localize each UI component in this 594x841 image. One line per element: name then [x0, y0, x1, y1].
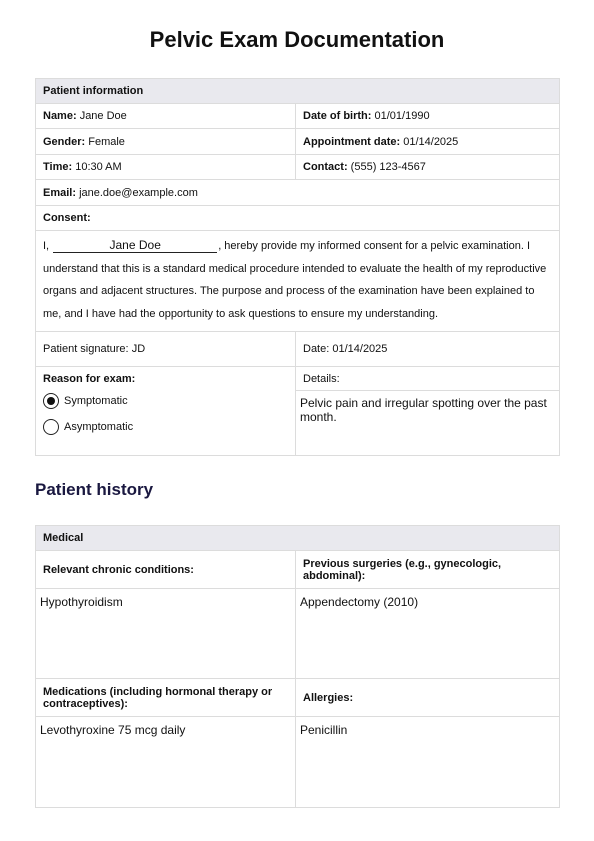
patient-history-title: Patient history	[35, 480, 154, 499]
contact-value[interactable]: (555) 123-4567	[350, 161, 426, 173]
medications-label: Medications (including hormonal therapy or contraceptives):	[36, 679, 296, 717]
radio-selected-icon[interactable]	[43, 393, 59, 409]
email-cell	[36, 180, 560, 206]
previous-surgeries-field[interactable]: Appendectomy (2010)	[296, 589, 560, 679]
reason-cell	[36, 367, 296, 456]
appointment-value[interactable]: 01/14/2025	[403, 135, 459, 148]
contact-label: Contact:	[303, 161, 348, 173]
radio-symptomatic[interactable]	[43, 390, 288, 411]
medications-field[interactable]: Levothyroxine 75 mcg daily	[36, 717, 296, 808]
patient-info-table	[35, 78, 560, 456]
time-value[interactable]: 10:30 AM	[75, 161, 122, 173]
signature-label: Patient signature:	[43, 343, 129, 355]
radio-unselected-icon[interactable]	[43, 419, 59, 435]
gender-label: Gender:	[43, 135, 86, 148]
page-title: Pelvic Exam Documentation	[149, 27, 445, 52]
details-cell	[296, 367, 560, 456]
dob-value[interactable]: 01/01/1990	[374, 110, 430, 122]
radio-asymptomatic[interactable]	[43, 416, 288, 437]
previous-surgeries-label: Previous surgeries (e.g., gynecologic, abdominal):	[296, 551, 560, 589]
patient-info-header: Patient information	[36, 79, 560, 104]
name-cell	[36, 104, 296, 129]
time-label: Time:	[43, 161, 73, 173]
dob-cell	[296, 104, 560, 129]
consent-text-cell	[36, 231, 560, 332]
consent-date-value[interactable]: 01/14/2025	[332, 343, 388, 355]
details-value[interactable]: Pelvic pain and irregular spotting over the past month.	[300, 396, 547, 424]
appointment-cell	[296, 129, 560, 155]
gender-cell	[36, 129, 296, 155]
consent-statement: , hereby provide my informed consent for a pelvic examination. I understand that this is a standard medical procedure intended to evaluate the health of my reproductive organs and adjacent structures. The purpose and process of the examination have been explained to me, and I have had the opportunity to ask questions to ensure my understanding.	[43, 240, 547, 320]
gender-value[interactable]: Female	[88, 135, 125, 148]
allergies-label: Allergies:	[296, 679, 560, 717]
radio-asymptomatic-label: Asymptomatic	[64, 420, 134, 433]
time-cell	[36, 155, 296, 180]
details-label: Details:	[296, 367, 559, 391]
consent-prefix: I,	[43, 240, 50, 252]
reason-label: Reason for exam:	[43, 373, 136, 385]
name-label: Name:	[43, 110, 77, 122]
signature-cell	[36, 332, 296, 367]
dob-label: Date of birth:	[303, 110, 372, 122]
contact-cell	[296, 155, 560, 180]
name-value[interactable]: Jane Doe	[79, 110, 127, 122]
email-label: Email:	[43, 186, 77, 199]
consent-date-label: Date:	[303, 343, 330, 355]
chronic-conditions-field[interactable]: Hypothyroidism	[36, 589, 296, 679]
consent-label: Consent:	[36, 206, 560, 231]
consent-date-cell	[296, 332, 560, 367]
medical-history-table	[35, 525, 560, 808]
chronic-conditions-label: Relevant chronic conditions:	[36, 551, 296, 589]
radio-symptomatic-label: Symptomatic	[64, 394, 128, 407]
medical-header: Medical	[36, 526, 560, 551]
consent-name-field[interactable]: Jane Doe	[53, 238, 217, 253]
email-value[interactable]: jane.doe@example.com	[79, 186, 198, 199]
allergies-field[interactable]: Penicillin	[296, 717, 560, 808]
signature-value[interactable]: JD	[131, 343, 146, 355]
appointment-label: Appointment date:	[303, 135, 401, 148]
